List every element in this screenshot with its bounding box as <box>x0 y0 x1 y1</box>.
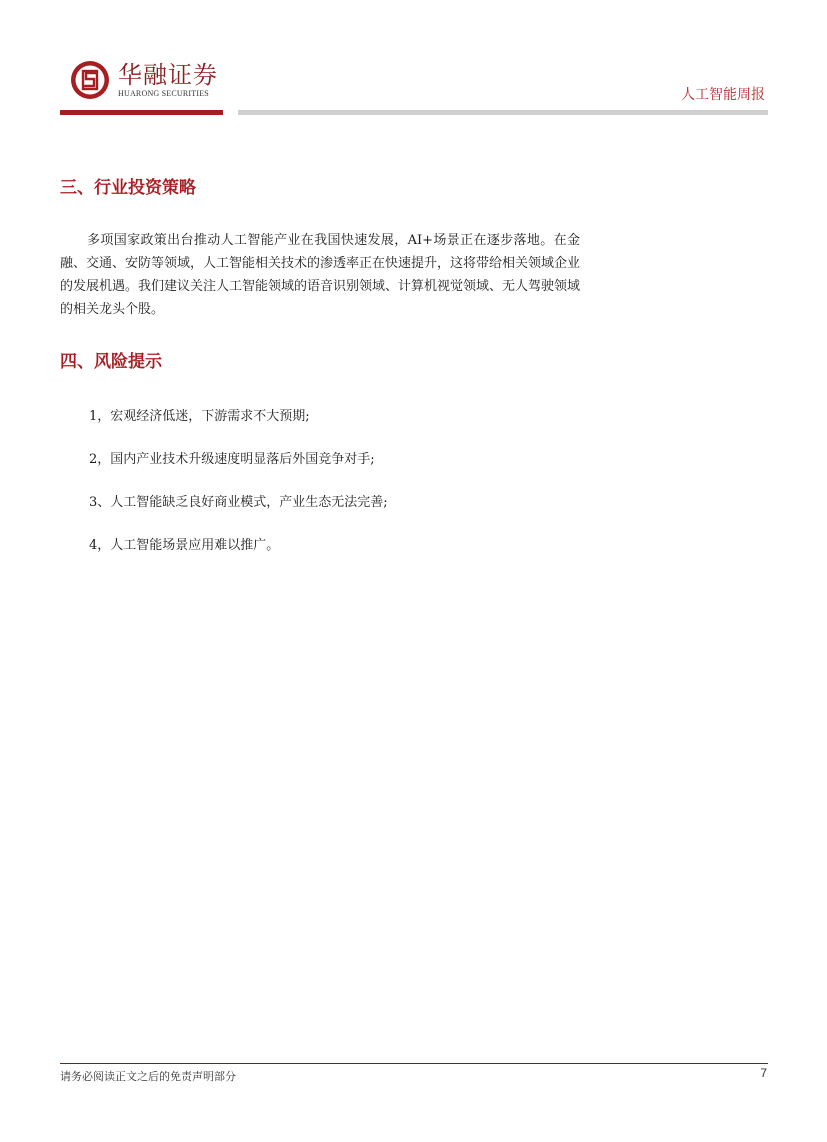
huarong-logo-icon <box>70 60 110 100</box>
section-heading-strategy: 三、行业投资策略 <box>60 178 196 198</box>
company-name-cn: 华融证券 <box>118 61 218 89</box>
risk-item: 2，国内产业技术升级速度明显落后外国竞争对手; <box>89 452 375 467</box>
risk-item: 4，人工智能场景应用难以推广。 <box>89 538 280 553</box>
page-number: 7 <box>760 1066 767 1080</box>
risk-item: 1，宏观经济低迷，下游需求不大预期; <box>89 409 310 424</box>
company-logo <box>70 60 218 100</box>
disclaimer-note: 请务必阅读正文之后的免责声明部分 <box>60 1070 236 1083</box>
company-name-en: HUARONG SECURITIES <box>118 89 209 98</box>
footer-divider <box>60 1063 768 1064</box>
strategy-paragraph: 多项国家政策出台推动人工智能产业在我国快速发展，AI+场景正在逐步落地。在金融、交通、安防等领域，人工智能相关技术的渗透率正在快速提升，这将带给相关领域企业的发展机遇。我们建议关注人工智能领域的语音识别领域、计算机视觉领域、无人驾驶领域的相关龙头个股。 <box>60 233 581 317</box>
header-divider-red <box>60 110 223 115</box>
header-divider-gray <box>238 110 768 115</box>
risk-item: 3、人工智能缺乏良好商业模式，产业生态无法完善; <box>89 495 388 510</box>
report-title: 人工智能周报 <box>681 87 765 103</box>
section-heading-risk: 四、风险提示 <box>60 352 162 372</box>
